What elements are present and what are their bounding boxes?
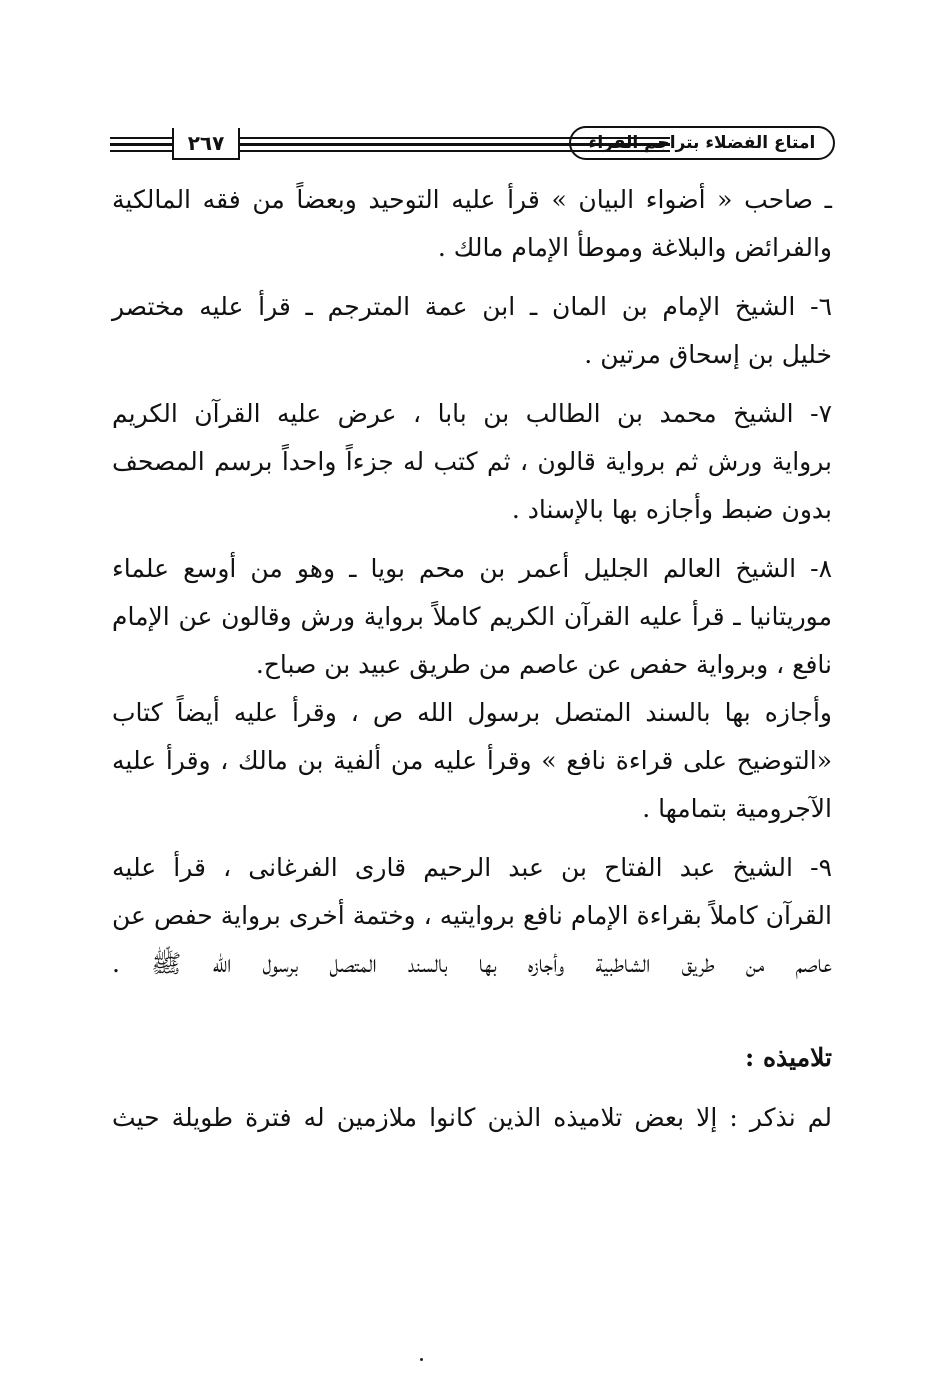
text-line: ٨- الشيخ العالم الجليل أعمر بن محم بويا ـ وهو من أوسع علماء [112, 554, 832, 583]
book-title: امتاع الفضلاء بتراجم القراء [569, 126, 835, 160]
text-line: وأجازه بها بالسند المتصل برسول الله ص ، وقرأ عليه أيضاً كتاب [112, 698, 832, 727]
text-line: بدون ضبط وأجازه بها بالإسناد . [511, 495, 832, 524]
text-line: لم نذكر : إلا بعض تلاميذه الذين كانوا ملازمين له فترة طويلة حيث [112, 1103, 832, 1132]
text-line: ٩- الشيخ عبد الفتاح بن عبد الرحيم قارى الفرغانى ، قرأ عليه [112, 853, 832, 882]
paragraph-teacher-9 [112, 844, 832, 988]
text-line: ٧- الشيخ محمد بن الطالب بن بابا ، عرض عليه القرآن الكريم [112, 399, 832, 428]
paragraph-teacher-7 [112, 390, 832, 534]
paragraph-teacher-6 [112, 283, 832, 379]
text-line: عاصم من طريق الشاطبية وأجازه بها بالسند المتصل برسول الله ﷺ . [112, 949, 832, 978]
text-line: ـ صاحب « أضواء البيان » قرأ عليه التوحيد وبعضاً من فقه المالكية [112, 185, 832, 214]
text-line: نافع ، وبرواية حفص عن عاصم من طريق عبيد بن صباح. [255, 650, 832, 679]
paragraph-continuation [112, 176, 832, 272]
text-line: موريتانيا ـ قرأ عليه القرآن الكريم كاملاً برواية ورش وقالون عن الإمام [112, 602, 832, 631]
text-line: ٦- الشيخ الإمام بن المان ـ ابن عمة المترجم ـ قرأ عليه مختصر [112, 292, 832, 321]
text-line: القرآن كاملاً بقراءة الإمام نافع بروايتيه ، وختمة أخرى برواية حفص عن [112, 901, 832, 930]
header-rule-left-top [110, 137, 172, 139]
page-body [112, 176, 832, 1153]
running-header [110, 124, 835, 168]
scan-speck [420, 1358, 423, 1361]
section-heading: تلاميذه : [745, 1043, 832, 1072]
text-line: «التوضيح على قراءة نافع » وقرأ عليه من ألفية بن مالك ، وقرأ عليه [112, 746, 832, 775]
text-line: والفرائض والبلاغة وموطأ الإمام مالك . [437, 233, 832, 262]
paragraph-students [112, 1094, 832, 1142]
header-rule-left-bottom [110, 150, 172, 152]
paragraph-teacher-8 [112, 545, 832, 833]
page-number: ٢٦٧ [172, 128, 240, 160]
text-line: خليل بن إسحاق مرتين . [584, 340, 832, 369]
text-line: برواية ورش ثم برواية قالون ، ثم كتب له جزءاً واحداً برسم المصحف [112, 447, 832, 476]
text-line: الآجرومية بتمامها . [642, 794, 832, 823]
header-rule-left-middle [110, 143, 172, 146]
